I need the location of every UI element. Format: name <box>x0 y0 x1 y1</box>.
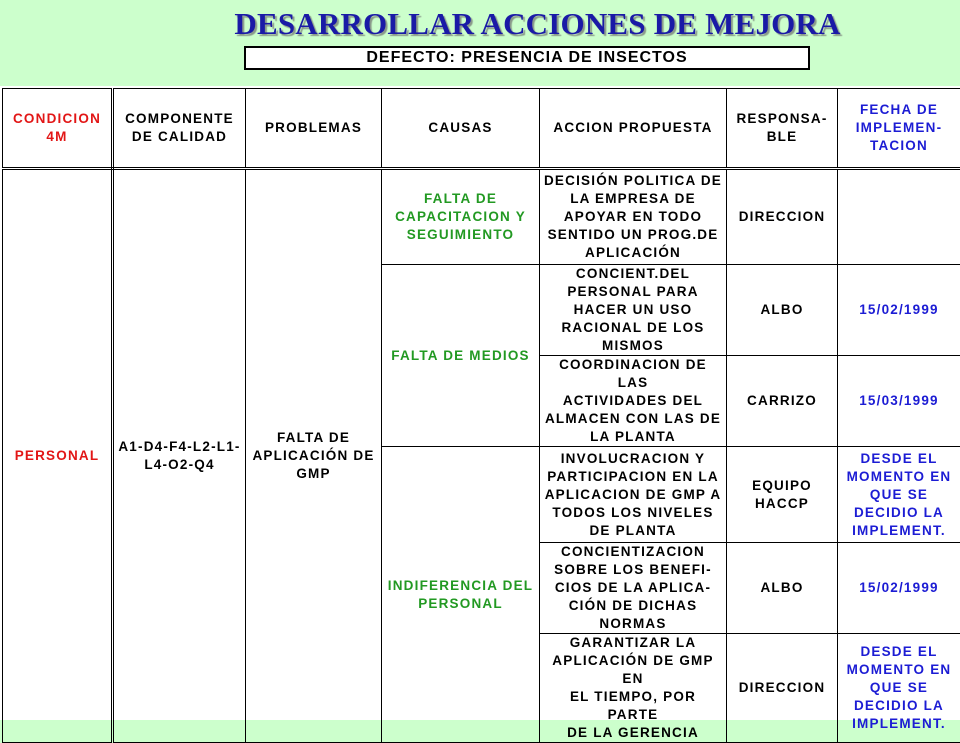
responsable-line: ALBO <box>730 301 834 319</box>
accion-line: GARANTIZAR LA <box>543 634 723 652</box>
accion-cell <box>540 169 727 265</box>
improvement-table-sheet <box>0 86 960 720</box>
causa-line: FALTA DE MEDIOS <box>385 347 536 365</box>
fecha-cell <box>838 543 960 634</box>
accion-cell <box>540 265 727 356</box>
accion-line: SENTIDO UN PROG.DE <box>543 226 723 244</box>
header-causas <box>382 89 540 169</box>
fecha-cell <box>838 265 960 356</box>
page-title: DESARROLLAR ACCIONES DE MEJORA <box>0 6 960 42</box>
header-responsable-line: BLE <box>730 128 834 146</box>
header-condicion <box>3 89 113 169</box>
accion-line: ACTIVIDADES DEL <box>543 392 723 410</box>
accion-cell <box>540 447 727 543</box>
responsable-cell <box>727 356 838 447</box>
improvement-table <box>2 88 960 743</box>
accion-line: INVOLUCRACION Y <box>543 450 723 468</box>
responsable-line: EQUIPO <box>730 477 834 495</box>
causa-cell <box>382 169 540 265</box>
fecha-cell <box>838 447 960 543</box>
accion-line: DE PLANTA <box>543 522 723 540</box>
responsable-line: DIRECCION <box>730 679 834 697</box>
fecha-line: 15/03/1999 <box>841 392 957 410</box>
fecha-line: IMPLEMENT. <box>841 522 957 540</box>
fecha-cell <box>838 634 960 743</box>
header-condicion-line: CONDICION <box>6 110 108 128</box>
accion-line: CONCIENT.DEL <box>543 265 723 283</box>
accion-line: NORMAS <box>543 615 723 633</box>
responsable-cell <box>727 543 838 634</box>
condicion-value: PERSONAL <box>6 447 108 465</box>
accion-line: SOBRE LOS BENEFI- <box>543 561 723 579</box>
header-fecha-line: FECHA DE <box>841 101 957 119</box>
responsable-line: HACCP <box>730 495 834 513</box>
responsable-cell <box>727 265 838 356</box>
condicion-cell <box>3 169 113 743</box>
accion-line: RACIONAL DE LOS <box>543 319 723 337</box>
header-responsable-line: RESPONSA- <box>730 110 834 128</box>
fecha-cell <box>838 356 960 447</box>
fecha-line: DECIDIO LA <box>841 504 957 522</box>
accion-line: DE LA GERENCIA <box>543 724 723 742</box>
problema-line: APLICACIÓN DE <box>249 447 378 465</box>
accion-line: APOYAR EN TODO <box>543 208 723 226</box>
accion-line: APLICACIÓN DE GMP EN <box>543 652 723 688</box>
accion-cell <box>540 634 727 743</box>
header-row <box>3 89 960 169</box>
fecha-cell <box>838 169 960 265</box>
fecha-line: DECIDIO LA <box>841 697 957 715</box>
accion-line: HACER UN USO <box>543 301 723 319</box>
header-componente-line: COMPONENTE <box>117 110 242 128</box>
causa-cell <box>382 265 540 447</box>
fecha-line: MOMENTO EN <box>841 468 957 486</box>
accion-line: LA PLANTA <box>543 428 723 446</box>
accion-line: TODOS LOS NIVELES <box>543 504 723 522</box>
fecha-line: IMPLEMENT. <box>841 715 957 733</box>
accion-line: CIOS DE LA APLICA- <box>543 579 723 597</box>
header-problemas <box>246 89 382 169</box>
responsable-line: CARRIZO <box>730 392 834 410</box>
accion-cell <box>540 543 727 634</box>
header-causas-line: CAUSAS <box>385 119 536 137</box>
accion-line: DECISIÓN POLITICA DE <box>543 172 723 190</box>
header-accion <box>540 89 727 169</box>
table-row <box>3 169 960 265</box>
componente-line: L4-O2-Q4 <box>117 456 242 474</box>
causa-line: CAPACITACION Y <box>385 208 536 226</box>
header-fecha <box>838 89 960 169</box>
componente-cell <box>113 169 246 743</box>
accion-line: PARTICIPACION EN LA <box>543 468 723 486</box>
accion-line: EL TIEMPO, POR PARTE <box>543 688 723 724</box>
accion-line: COORDINACION DE LAS <box>543 356 723 392</box>
componente-line: A1-D4-F4-L2-L1- <box>117 438 242 456</box>
header-fecha-line: TACION <box>841 137 957 155</box>
accion-line: LA EMPRESA DE <box>543 190 723 208</box>
causa-cell <box>382 447 540 743</box>
causa-line: PERSONAL <box>385 595 536 613</box>
causa-line: SEGUIMIENTO <box>385 226 536 244</box>
accion-line: CIÓN DE DICHAS <box>543 597 723 615</box>
header-fecha-line: IMPLEMEN- <box>841 119 957 137</box>
accion-line: ALMACEN CON LAS DE <box>543 410 723 428</box>
responsable-cell <box>727 447 838 543</box>
defect-label: DEFECTO: PRESENCIA DE INSECTOS <box>244 46 810 70</box>
causa-line: INDIFERENCIA DEL <box>385 577 536 595</box>
header-accion-line: ACCION PROPUESTA <box>543 119 723 137</box>
accion-cell <box>540 356 727 447</box>
fecha-line: QUE SE <box>841 486 957 504</box>
fecha-line: MOMENTO EN <box>841 661 957 679</box>
accion-line: PERSONAL PARA <box>543 283 723 301</box>
accion-line: MISMOS <box>543 337 723 355</box>
problema-line: GMP <box>249 465 378 483</box>
fecha-line: 15/02/1999 <box>841 301 957 319</box>
accion-line: APLICACIÓN <box>543 244 723 262</box>
responsable-cell <box>727 169 838 265</box>
responsable-cell <box>727 634 838 743</box>
accion-line: APLICACION DE GMP A <box>543 486 723 504</box>
fecha-line: QUE SE <box>841 679 957 697</box>
header-componente <box>113 89 246 169</box>
fecha-line: DESDE EL <box>841 643 957 661</box>
causa-line: FALTA DE <box>385 190 536 208</box>
header-condicion-line: 4M <box>6 128 108 146</box>
fecha-line: 15/02/1999 <box>841 579 957 597</box>
accion-line: CONCIENTIZACION <box>543 543 723 561</box>
fecha-line: DESDE EL <box>841 450 957 468</box>
responsable-line: DIRECCION <box>730 208 834 226</box>
header-componente-line: DE CALIDAD <box>117 128 242 146</box>
problema-cell <box>246 169 382 743</box>
problema-line: FALTA DE <box>249 429 378 447</box>
responsable-line: ALBO <box>730 579 834 597</box>
header-responsable <box>727 89 838 169</box>
header-problemas-line: PROBLEMAS <box>249 119 378 137</box>
